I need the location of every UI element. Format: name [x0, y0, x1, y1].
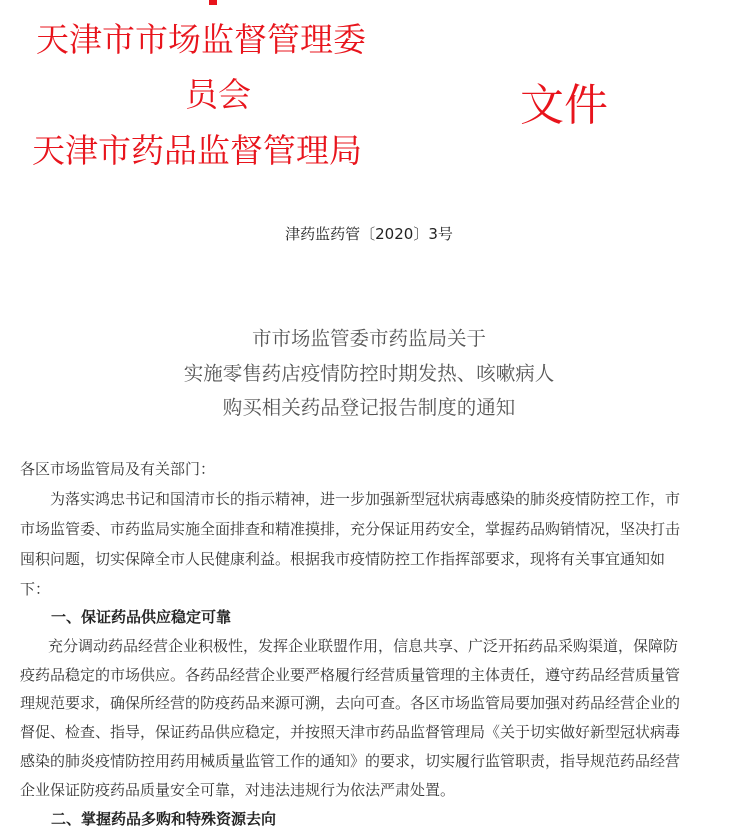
- red-header: [0, 0, 754, 200]
- intro-line: 市场监管委、市药监局实施全面排查和精准摸排，充分保证用药安全，掌握药品购销情况，坚决打击: [20, 520, 681, 538]
- agency-name-line-3: 天津市药品监督管理局: [32, 131, 362, 170]
- section-1-line: 理规范要求，确保所经营的防疫药品来源可溯，去向可查。各区市场监管局要加强对药品经营企业的: [20, 694, 681, 712]
- title-line-1: 市市场监管委市药监局关于: [251, 327, 486, 350]
- agency-name-line-2: 员会: [185, 75, 251, 114]
- section-1-line: 督促、检查、指导，保证药品供应稳定，并按照天津市药品监督管理局《关于切实做好新型冠状病毒: [20, 723, 681, 741]
- section-1-line: 充分调动药品经营企业积极性，发挥企业联盟作用，信息共享、广泛开拓药品采购渠道，保障防: [48, 637, 679, 655]
- section-1-line: 疫药品稳定的市场供应。各药品经营企业要严格履行经营质量管理的主体责任，遵守药品经营质量管: [20, 666, 681, 684]
- title-line-3: 购买相关药品登记报告制度的通知: [222, 396, 516, 419]
- document-number: 津药监药管〔2020〕3号: [285, 225, 453, 243]
- red-mark: [209, 0, 217, 5]
- salutation: 各区市场监管局及有关部门：: [20, 460, 216, 478]
- intro-line: 为落实鸿忠书记和国清市长的指示精神，进一步加强新型冠状病毒感染的肺炎疫情防控工作，市: [50, 490, 681, 508]
- section-1-line: 企业保证防疫药品质量安全可靠，对违法违规行为依法严肃处置。: [20, 781, 456, 799]
- intro-line: 囤积问题，切实保障全市人民健康利益。根据我市疫情防控工作指挥部要求，现将有关事宜通知如: [20, 550, 666, 568]
- title-line-2: 实施零售药店疫情防控时期发热、咳嗽病人: [183, 362, 555, 385]
- section-1-line: 感染的肺炎疫情防控用药用械质量监管工作的通知》的要求，切实履行监管职责，指导规范药品经营: [20, 752, 681, 770]
- agency-name-line-1: 天津市市场监督管理委: [36, 20, 366, 59]
- section-2-heading: 二、掌握药品多购和特殊资源去向: [51, 810, 277, 828]
- section-1-heading: 一、保证药品供应稳定可靠: [51, 608, 232, 626]
- intro-line: 下：: [20, 580, 51, 598]
- document-word: 文件: [520, 80, 608, 131]
